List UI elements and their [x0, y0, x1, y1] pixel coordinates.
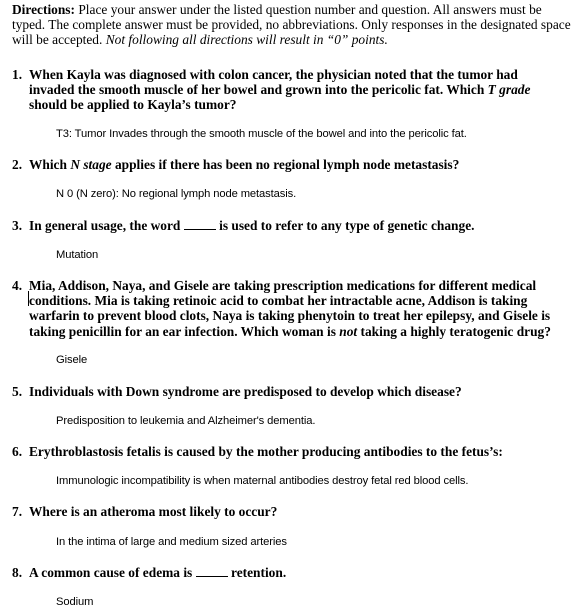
question-number: 7.: [12, 504, 23, 519]
question-text: A common cause of edema is retention.: [29, 565, 287, 580]
question-number: 1.: [12, 67, 23, 82]
answer-4[interactable]: Gisele: [56, 354, 88, 366]
answer-3[interactable]: Mutation: [56, 249, 99, 261]
question-7: [12, 504, 552, 519]
question-number: 8.: [12, 565, 23, 580]
question-text: Individuals with Down syndrome are predisposed to develop which disease?: [29, 384, 462, 399]
answer-2[interactable]: N 0 (N zero): No regional lymph node metastasis.: [56, 188, 297, 200]
answer-1[interactable]: T3: Tumor Invades through the smooth muscle of the bowel and into the pericolic fat.: [56, 128, 467, 140]
question-text: When Kayla was diagnosed with colon cancer, the physician noted that the tumor had invaded the smooth muscle of her bowel and grown into the pericolic fat. Which T grade should be applied to Kayla’s tumor?: [29, 67, 531, 113]
directions-warning: Not following all directions will result in “0” points.: [105, 32, 388, 48]
question-text: In general usage, the word is used to refer to any type of genetic change.: [29, 218, 475, 233]
fill-in-blank: [196, 565, 228, 577]
question-text: Which N stage applies if there has been no regional lymph node metastasis?: [29, 157, 460, 172]
directions-text: Place your answer under the listed question number and question. All answers must be typed. The complete answer must be provided, no abbreviations. Only responses in the designated space will be accepted.: [12, 2, 571, 48]
question-number: 2.: [12, 157, 23, 172]
question-8: [12, 565, 552, 580]
emphasis-term: not: [339, 323, 358, 339]
answer-7[interactable]: In the intima of large and medium sized arteries: [56, 536, 287, 548]
question-6: [12, 444, 552, 459]
fill-in-blank: [184, 218, 216, 230]
emphasis-term: N stage: [70, 157, 112, 172]
question-number: 3.: [12, 218, 23, 233]
answer-5[interactable]: Predisposition to leukemia and Alzheimer's dementia.: [56, 415, 316, 427]
question-number: 5.: [12, 384, 23, 399]
document-page: [12, 2, 578, 48]
text-cursor: [28, 291, 29, 306]
answer-6[interactable]: Immunologic incompatibility is when maternal antibodies destroy fetal red blood cells.: [56, 475, 469, 487]
question-3: [12, 218, 552, 233]
answer-8[interactable]: Sodium: [56, 596, 94, 608]
question-2: [12, 157, 552, 172]
question-number: 6.: [12, 444, 23, 459]
question-text: Mia, Addison, Naya, and Gisele are taking prescription medications for different medical conditions. Mia is taking retinoic acid to combat her intractable acne, Addison is taking warfarin to prevent blood clots, Naya is taking phenytoin to treat her epilepsy, and Gisele is taking penicillin for an ear infection. Which woman is not taking a highly teratogenic drug?: [29, 278, 551, 339]
question-text: Where is an atheroma most likely to occur?: [29, 504, 278, 519]
question-text: Erythroblastosis fetalis is caused by the mother producing antibodies to the fetus’s:: [29, 444, 503, 459]
question-1: [12, 67, 552, 113]
question-number: 4.: [12, 278, 23, 293]
question-5: [12, 384, 552, 399]
directions-paragraph: [12, 2, 578, 48]
directions-label: Directions:: [12, 2, 75, 17]
question-4: [12, 278, 552, 339]
emphasis-term: T grade: [487, 82, 531, 98]
